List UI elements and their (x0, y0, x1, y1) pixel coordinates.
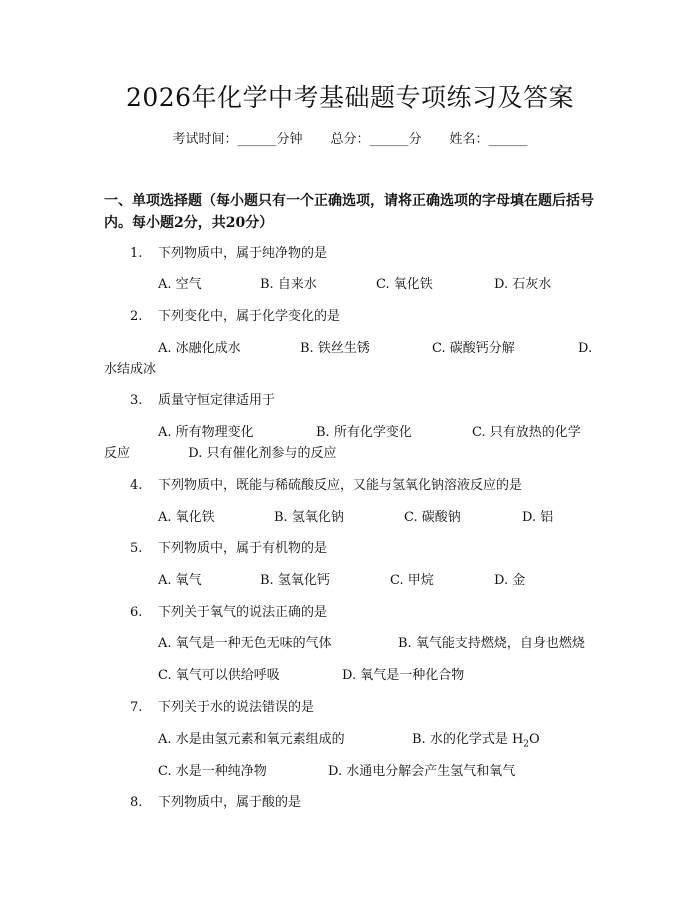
exam-meta (0, 130, 700, 150)
option-a: A. 水是由氢元素和氧元素组成的 (158, 732, 345, 747)
option-b: B. 氢氧化钙 (260, 573, 330, 588)
option-c: C. 甲烷 (390, 573, 434, 588)
option-d: D. 金 (494, 573, 526, 588)
page-title: 2026年化学中考基础题专项练习及答案 (125, 83, 575, 112)
question-stem: 下列物质中，属于有机物的是 (158, 541, 328, 556)
option-b-text: B. 水的化学式是 H (412, 732, 524, 747)
question-5 (130, 539, 327, 559)
option-a: A. 氧气是一种无色无味的气体 (158, 636, 332, 651)
question-2 (130, 307, 340, 327)
question-stem: 质量守恒定律适用于 (158, 393, 276, 408)
option-b-tail: O (529, 732, 540, 747)
exam-time-field: 考试时间：______分钟 (172, 132, 303, 147)
question-stem: 下列关于水的说法错误的是 (158, 700, 315, 715)
question-number: 4. (130, 478, 143, 493)
option-b: B. 铁丝生锈 (300, 341, 370, 356)
option-c-tail: 反应 (104, 446, 131, 461)
question-1 (130, 244, 327, 264)
question-number: 2. (130, 309, 143, 324)
question-number: 7. (130, 700, 143, 715)
option-d-wrap: 水结成冰 (104, 362, 157, 377)
question-stem: 下列物质中，属于酸的是 (158, 795, 302, 810)
option-c-wrap (104, 444, 337, 464)
option-a: A. 所有物理变化 (158, 425, 254, 440)
option-c: C. 只有放热的化学 (472, 425, 581, 440)
question-stem: 下列物质中，既能与稀硫酸反应，又能与氢氧化钠溶液反应的是 (158, 478, 523, 493)
option-a: A. 空气 (158, 277, 202, 292)
question-stem: 下列变化中，属于化学变化的是 (158, 309, 341, 324)
option-d: D. 铝 (522, 510, 554, 525)
question-4 (130, 476, 522, 496)
total-score-field: 总分：______分 (330, 132, 422, 147)
question-stem: 下列物质中，属于纯净物的是 (158, 246, 328, 261)
question-number: 8. (130, 795, 143, 810)
option-a: A. 氧化铁 (158, 510, 215, 525)
option-c: C. 氧化铁 (376, 277, 433, 292)
option-c: C. 氧气可以供给呼吸 (158, 668, 280, 683)
student-name-field: 姓名：______ (449, 132, 528, 147)
question-7 (130, 698, 314, 718)
option-b: B. 自来水 (260, 277, 317, 292)
question-6 (130, 603, 327, 623)
option-b: B. 氧气能支持燃烧，自身也燃烧 (398, 636, 585, 651)
option-a: A. 冰融化成水 (158, 341, 241, 356)
question-number: 1. (130, 246, 143, 261)
question-8 (130, 793, 301, 813)
option-b (412, 730, 540, 755)
option-a: A. 氧气 (158, 573, 202, 588)
question-number: 6. (130, 605, 143, 620)
option-d: D. (578, 341, 593, 356)
option-b: B. 所有化学变化 (316, 425, 412, 440)
option-d: D. 氧气是一种化合物 (342, 668, 465, 683)
option-d: D. 只有催化剂参与的反应 (188, 446, 337, 461)
option-d: D. 水通电分解会产生氢气和氧气 (328, 764, 516, 779)
question-stem: 下列关于氧气的说法正确的是 (158, 605, 328, 620)
subscript: 2 (523, 739, 530, 750)
question-number: 5. (130, 541, 143, 556)
question-3 (130, 391, 275, 411)
section-heading: 一、单项选择题（每小题只有一个正确选项，请将正确选项的字母填在题后括号内。每小题2分，共20分） (104, 193, 594, 231)
option-d: D. 石灰水 (494, 277, 552, 292)
option-b: B. 氢氧化钠 (274, 510, 344, 525)
option-c: C. 碳酸钠 (404, 510, 461, 525)
option-c: C. 水是一种纯净物 (158, 764, 267, 779)
option-c: C. 碳酸钙分解 (432, 341, 515, 356)
question-number: 3. (130, 393, 143, 408)
